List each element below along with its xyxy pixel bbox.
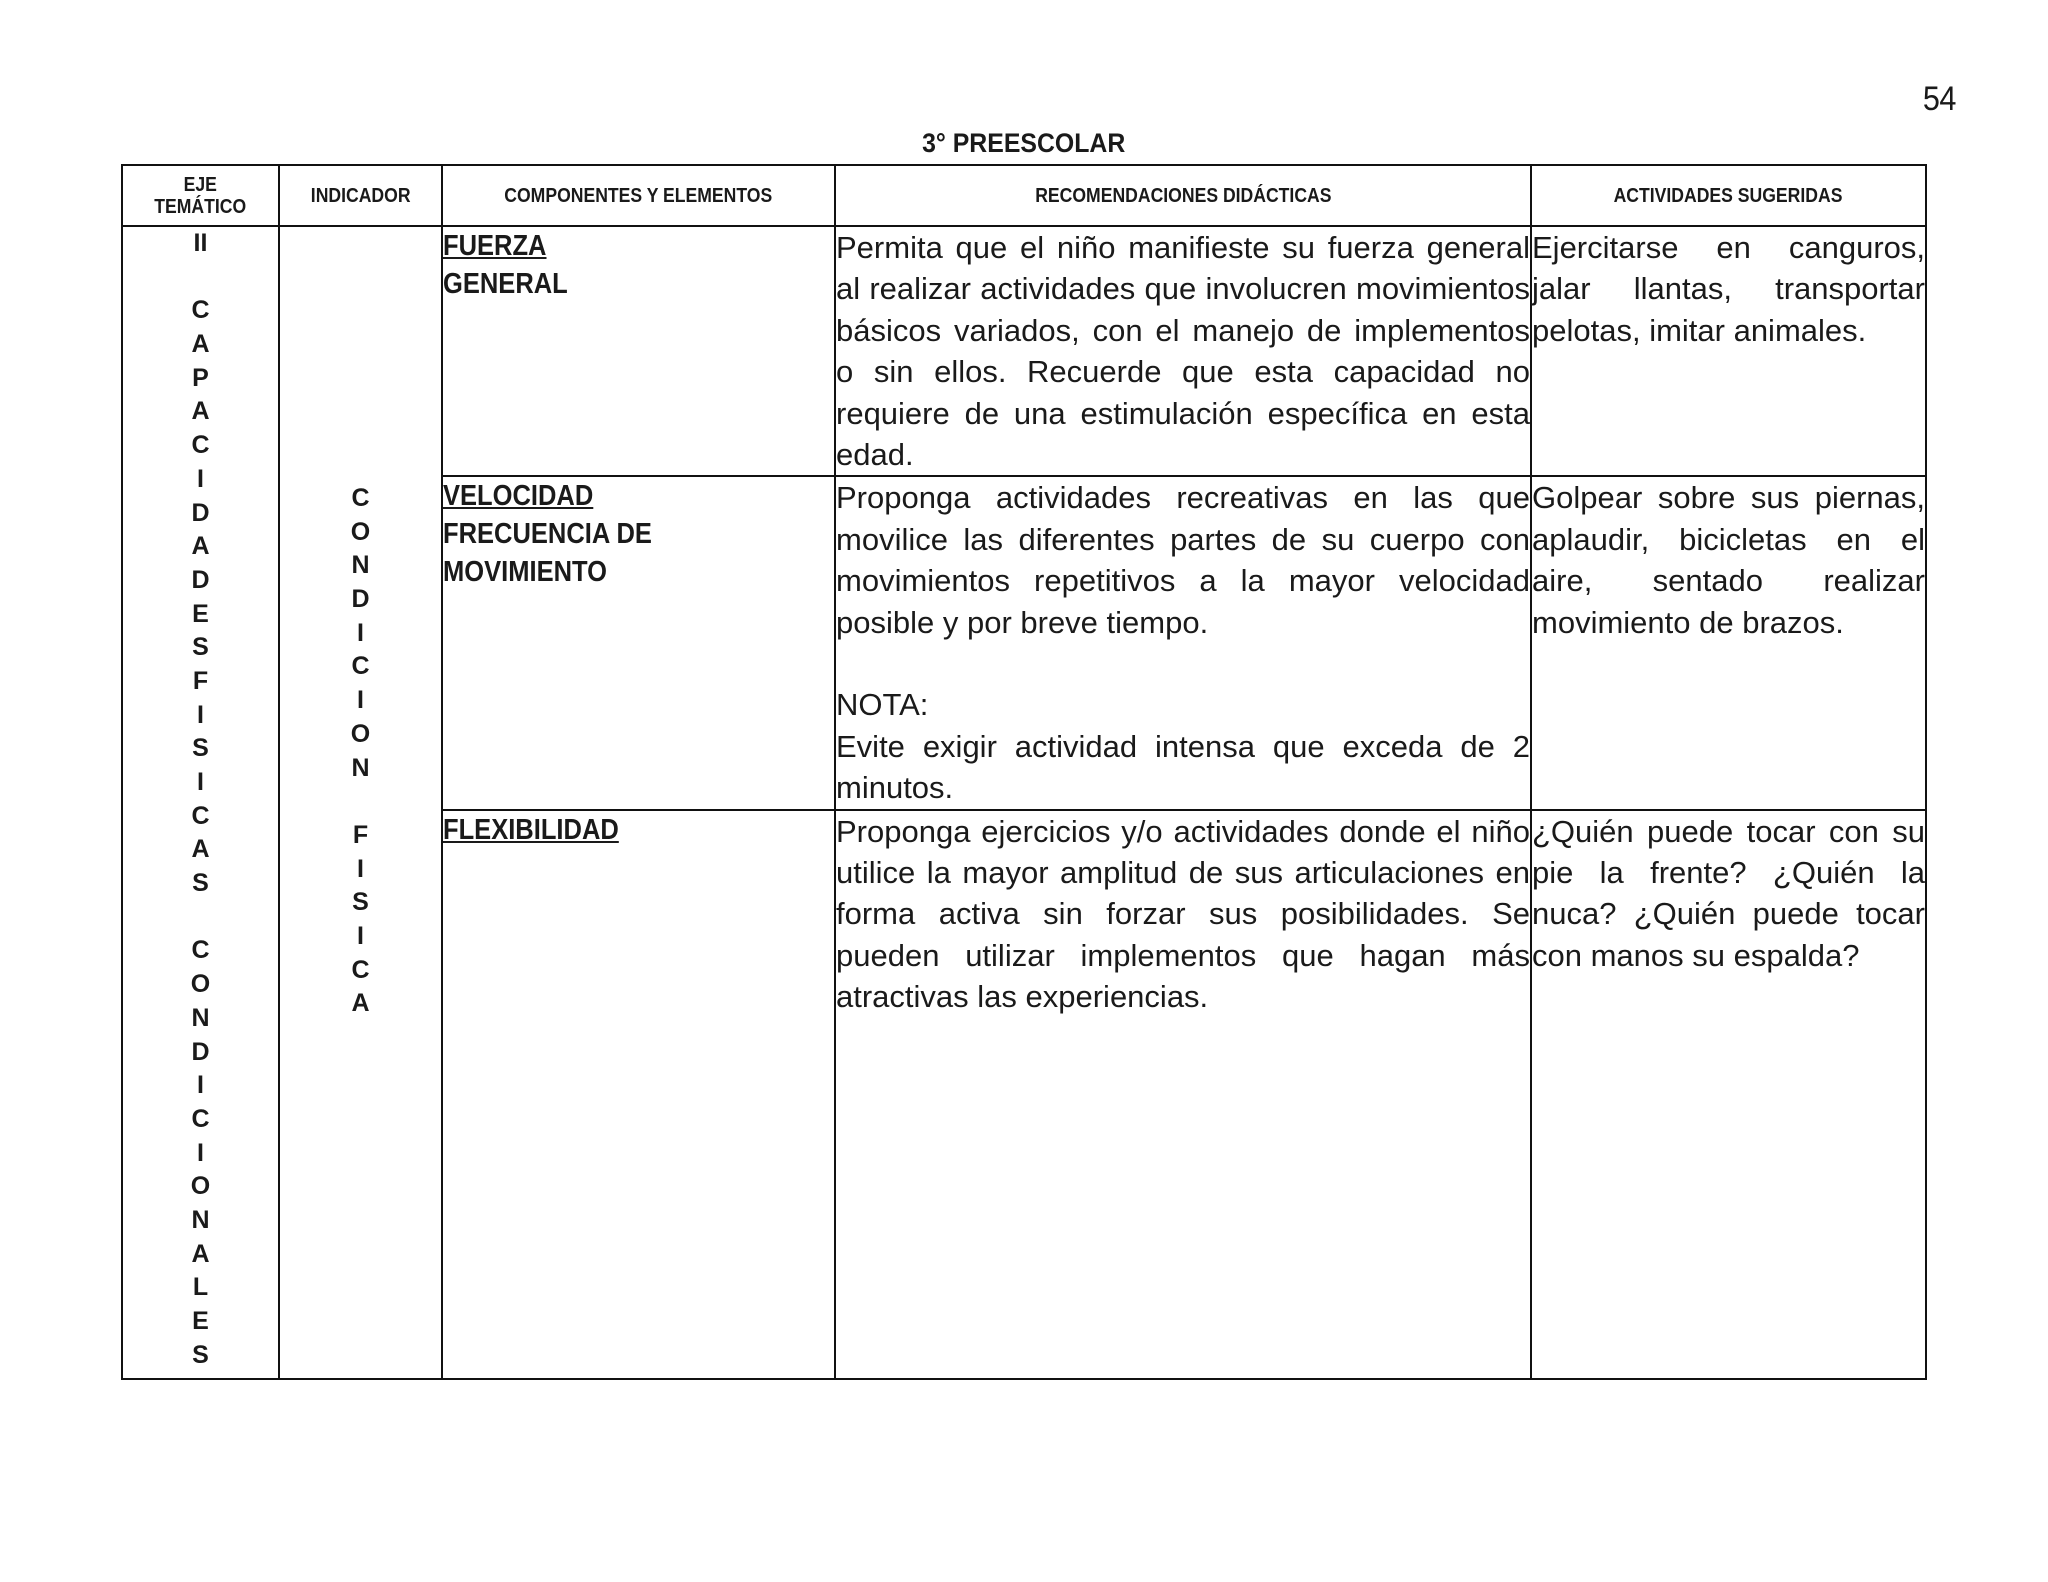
vertical-letter: I <box>357 921 364 950</box>
vertical-letter: D <box>191 1037 210 1066</box>
header-componentes: COMPONENTES Y ELEMENTOS <box>442 165 835 226</box>
vertical-letter: A <box>191 1239 210 1268</box>
page-title: 3° PREESCOLAR <box>922 128 1126 158</box>
componente-cell <box>442 476 835 809</box>
componente-title: FUERZA <box>443 230 547 262</box>
vertical-letter: I <box>197 464 204 493</box>
vertical-letter: O <box>190 1172 211 1201</box>
vertical-letter: E <box>192 1307 209 1335</box>
componente-subtitle: FRECUENCIA DE <box>443 518 652 551</box>
vertical-letter: D <box>191 565 210 594</box>
vertical-letter: A <box>191 397 210 426</box>
vertical-letter: I <box>357 854 364 883</box>
componente-cell <box>442 226 835 476</box>
vertical-letter: N <box>191 1205 210 1234</box>
vertical-letter: C <box>351 484 370 512</box>
componente-title: VELOCIDAD <box>443 480 594 513</box>
componente-subtitle: GENERAL <box>443 268 568 300</box>
vertical-letter <box>123 901 278 935</box>
vertical-letter: C <box>191 1104 210 1133</box>
vertical-letter: I <box>197 768 204 796</box>
vertical-letter: I <box>357 686 364 715</box>
curriculum-table <box>121 164 1927 1380</box>
componente-title: FLEXIBILIDAD <box>443 813 619 846</box>
vertical-letter: S <box>192 869 209 898</box>
header-actividades: ACTIVIDADES SUGERIDAS <box>1531 165 1926 226</box>
vertical-letter: S <box>192 734 209 763</box>
header-eje-tematico: EJE TEMÁTICO <box>122 165 279 226</box>
vertical-letter: O <box>190 970 211 999</box>
actividad-cell: Ejercitarse en canguros, jalar llantas, transportar pelotas, imitar animales. <box>1531 226 1926 476</box>
vertical-letter: S <box>192 1340 209 1369</box>
vertical-letter: I <box>197 1138 204 1167</box>
vertical-letter: S <box>352 888 369 917</box>
vertical-letter: L <box>192 1273 209 1302</box>
vertical-letter: P <box>192 363 209 392</box>
vertical-letter: C <box>191 431 210 460</box>
recomendacion-cell: Proponga ejercicios y/o actividades donde el niño utilice la mayor amplitud de sus articulaciones en forma activa sin forzar sus posibilidades. Se pueden utilizar implementos que hagan más atractivas las experiencias. <box>835 810 1531 1379</box>
vertical-letter: F <box>192 666 209 695</box>
vertical-letter: N <box>351 551 370 580</box>
vertical-letter <box>123 261 278 295</box>
header-row <box>122 165 1926 226</box>
table-row <box>122 226 1926 476</box>
vertical-letter: F <box>352 820 369 849</box>
nota-text: Evite exigir actividad intensa que exceda de 2 minutos. <box>836 728 1530 806</box>
vertical-letter: O <box>350 719 371 748</box>
vertical-letter: C <box>191 296 210 325</box>
vertical-letter: C <box>351 652 370 681</box>
vertical-letter: A <box>191 330 210 359</box>
vertical-letter: C <box>191 936 210 965</box>
vertical-letter: A <box>191 532 210 561</box>
recomendacion-cell: Permita que el niño manifieste su fuerza general al realizar actividades que involucren movimientos básicos variados, con el manejo de implementos o sin ellos. Recuerde que esta capacidad no requiere de una estimulación específica en esta edad. <box>835 226 1531 476</box>
actividad-cell: Golpear sobre sus piernas, aplaudir, bicicletas en el aire, sentado realizar movimiento de brazos. <box>1531 476 1926 809</box>
vertical-letter: E <box>192 599 209 628</box>
vertical-letter: D <box>191 498 210 527</box>
vertical-letter: C <box>351 955 370 984</box>
vertical-letter: A <box>191 835 210 864</box>
vertical-letter: S <box>192 633 209 662</box>
vertical-letter: I <box>197 700 204 729</box>
actividad-cell: ¿Quién puede tocar con su pie la frente? ¿Quién la nuca? ¿Quién puede tocar con manos su espalda? <box>1531 810 1926 1379</box>
nota-label: NOTA: <box>836 687 929 723</box>
vertical-letter: C <box>191 801 210 830</box>
componente-cell <box>442 810 835 1379</box>
vertical-letter: II <box>193 229 208 257</box>
eje-tematico-cell <box>122 226 279 1379</box>
vertical-letter: N <box>351 753 370 782</box>
header-indicador: INDICADOR <box>279 165 442 226</box>
componente-subtitle: MOVIMIENTO <box>443 556 608 589</box>
vertical-letter <box>280 785 441 819</box>
vertical-letter: O <box>350 517 371 546</box>
vertical-letter: I <box>357 618 364 647</box>
vertical-letter: D <box>351 585 370 614</box>
indicador-cell <box>279 226 442 1379</box>
vertical-letter: I <box>197 1071 204 1100</box>
vertical-letter: A <box>351 989 370 1018</box>
header-recomendaciones: RECOMENDACIONES DIDÁCTICAS <box>835 165 1531 226</box>
recomendacion-cell: Proponga actividades recreativas en las que movilice las diferentes partes de su cuerpo con movimientos repetitivos a la mayor velocidad posible y por breve tiempo. NOTA: Evite exigir actividad intensa que exceda de 2 minutos. <box>835 476 1531 809</box>
page-number: 54 <box>1922 80 1956 118</box>
vertical-letter: N <box>191 1003 210 1032</box>
